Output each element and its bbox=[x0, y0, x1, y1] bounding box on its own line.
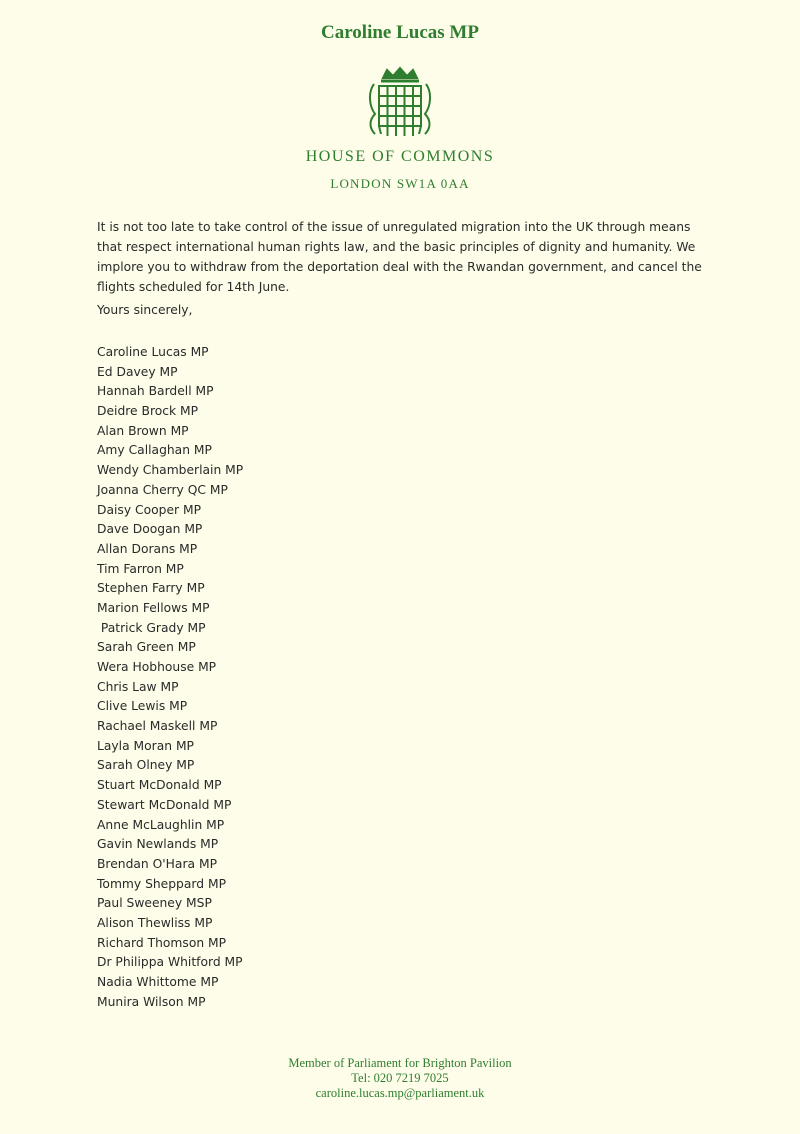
signatory: Amy Callaghan MP bbox=[97, 443, 212, 458]
signatory: Sarah Olney MP bbox=[97, 758, 195, 773]
signatory: Chris Law MP bbox=[97, 679, 179, 694]
signatory: Layla Moran MP bbox=[97, 738, 194, 753]
signatory: Hannah Bardell MP bbox=[97, 384, 214, 399]
letter-footer bbox=[0, 1056, 800, 1101]
letter-body: It is not too late to take control of the issue of unregulated migration into the UK through means that respect international human rights law, and the basic principles of dignity and humanity. We implore you to withdraw from the deportation deal with the Rwandan government, and cancel the flights scheduled for 14th June. bbox=[97, 220, 702, 294]
signatory: Alison Thewliss MP bbox=[97, 915, 213, 930]
signatory: Deidre Brock MP bbox=[97, 404, 199, 419]
institution-name: HOUSE OF COMMONS bbox=[305, 148, 495, 165]
letterhead-address: LONDON SW1A 0AA bbox=[330, 176, 470, 191]
footer-telephone: Tel: 020 7219 7025 bbox=[351, 1071, 449, 1085]
signatory: Gavin Newlands MP bbox=[97, 837, 219, 852]
letterhead-name: Caroline Lucas MP bbox=[321, 22, 479, 43]
signatory: Tommy Sheppard MP bbox=[97, 876, 226, 891]
signatory: Stephen Farry MP bbox=[97, 581, 205, 596]
signatory: Clive Lewis MP bbox=[97, 699, 188, 714]
signatory: Stewart McDonald MP bbox=[97, 797, 232, 812]
signatory: Dr Philippa Whitford MP bbox=[97, 955, 243, 970]
signatory: Patrick Grady MP bbox=[97, 620, 206, 635]
signatory: Richard Thomson MP bbox=[97, 935, 227, 950]
signatory: Marion Fellows MP bbox=[97, 600, 210, 615]
signatory: Wera Hobhouse MP bbox=[97, 660, 217, 674]
signatory-list bbox=[97, 343, 243, 1012]
signatory: Wendy Chamberlain MP bbox=[97, 463, 244, 478]
signatory: Tim Farron MP bbox=[97, 561, 184, 576]
signatory: Joanna Cherry QC MP bbox=[97, 482, 228, 497]
signatory: Rachael Maskell MP bbox=[97, 719, 218, 734]
portcullis-icon bbox=[365, 66, 435, 138]
signatory: Dave Doogan MP bbox=[97, 522, 203, 537]
signatory: Nadia Whittome MP bbox=[97, 975, 219, 989]
signatory: Daisy Cooper MP bbox=[97, 502, 202, 517]
signatory: Munira Wilson MP bbox=[97, 994, 206, 1009]
signatory: Sarah Green MP bbox=[97, 640, 196, 655]
footer-role: Member of Parliament for Brighton Pavilion bbox=[288, 1056, 512, 1070]
signatory: Alan Brown MP bbox=[97, 423, 189, 438]
signatory: Ed Davey MP bbox=[97, 364, 178, 379]
footer-email: caroline.lucas.mp@parliament.uk bbox=[315, 1086, 485, 1100]
signatory: Brendan O'Hara MP bbox=[97, 856, 217, 871]
letter-closing: Yours sincerely, bbox=[97, 303, 193, 317]
signatory: Caroline Lucas MP bbox=[97, 345, 209, 359]
signatory: Allan Dorans MP bbox=[97, 541, 198, 556]
signatory: Anne McLaughlin MP bbox=[97, 817, 225, 832]
signatory: Paul Sweeney MSP bbox=[97, 896, 212, 911]
signatory: Stuart McDonald MP bbox=[97, 778, 222, 793]
